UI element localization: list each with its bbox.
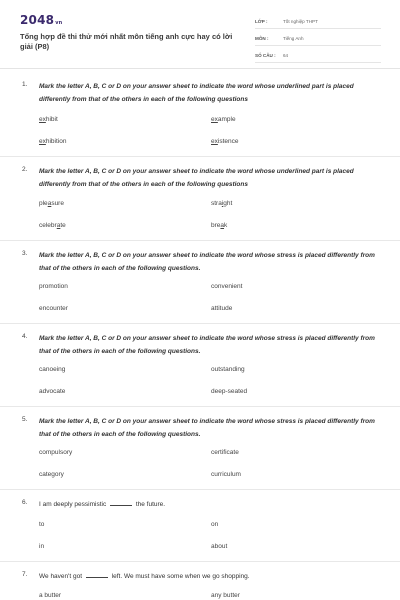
meta-row-subject bbox=[255, 31, 381, 46]
question-text: Mark the letter A, B, C or D on your answer sheet to indicate the word whose stress is placed differently from that of the others in each of the following questions. bbox=[39, 418, 375, 438]
option-rest: ght bbox=[223, 200, 233, 207]
underlined-part: a bbox=[220, 222, 225, 229]
question-text: Mark the letter A, B, C or D on your answer sheet to indicate the word whose underlined part is placed differently from that of the others in each of the following questions bbox=[39, 168, 354, 188]
meta-row-class bbox=[255, 14, 381, 29]
header-divider bbox=[0, 68, 400, 69]
option-b[interactable] bbox=[211, 200, 232, 207]
answer-blank bbox=[110, 499, 132, 506]
question-divider bbox=[0, 240, 400, 241]
question-number: 3. bbox=[22, 250, 28, 257]
meta-key: SỐ CÂU : bbox=[255, 52, 276, 58]
option-a[interactable]: to bbox=[39, 521, 45, 528]
option-prefix: bre bbox=[211, 222, 221, 229]
option-d[interactable] bbox=[211, 222, 227, 229]
option-a[interactable]: canoeing bbox=[39, 366, 66, 373]
underlined-part: a bbox=[47, 200, 52, 207]
option-prefix: stra bbox=[211, 200, 222, 207]
document-title: Tổng hợp đề thi thử mới nhất môn tiếng anh cực hay có lời giải (P8) bbox=[20, 32, 233, 51]
option-c[interactable] bbox=[39, 222, 66, 229]
question-divider bbox=[0, 406, 400, 407]
question-divider bbox=[0, 156, 400, 157]
option-d[interactable]: attitude bbox=[211, 305, 233, 312]
question-divider bbox=[0, 323, 400, 324]
option-rest: k bbox=[224, 222, 228, 229]
meta-info bbox=[255, 14, 381, 65]
question-number: 1. bbox=[22, 81, 28, 88]
question-text: Mark the letter A, B, C or D on your answer sheet to indicate the word whose underlined part is placed differently from that of the others in each of the following questions bbox=[39, 83, 354, 103]
option-b[interactable]: certificate bbox=[211, 449, 239, 456]
question-number: 5. bbox=[22, 416, 28, 423]
option-rest: hibit bbox=[45, 116, 58, 123]
option-a[interactable] bbox=[39, 200, 64, 207]
option-b[interactable]: any butter bbox=[211, 592, 240, 599]
logo-main: 2048 bbox=[20, 13, 55, 27]
option-rest: hibition bbox=[45, 138, 67, 145]
logo-sub: vn bbox=[55, 20, 63, 26]
option-d[interactable]: about bbox=[211, 543, 228, 550]
header bbox=[0, 0, 400, 64]
option-b[interactable]: convenient bbox=[211, 283, 243, 290]
option-a[interactable]: a butter bbox=[39, 592, 62, 599]
question-text: Mark the letter A, B, C or D on your answer sheet to indicate the word whose stress is placed differently from that of the others in each of the following questions. bbox=[39, 252, 375, 272]
option-c[interactable]: in bbox=[39, 543, 45, 550]
question-text: Mark the letter A, B, C or D on your answer sheet to indicate the word whose stress is placed differently from that of the others in each of the following questions. bbox=[39, 335, 375, 355]
option-rest: istence bbox=[217, 138, 239, 145]
option-prefix: ple bbox=[39, 200, 48, 207]
question-number: 7. bbox=[22, 571, 28, 578]
option-d[interactable]: curriculum bbox=[211, 471, 241, 478]
option-a[interactable]: promotion bbox=[39, 283, 68, 290]
text-before: I am deeply pessimistic bbox=[39, 501, 107, 508]
meta-key: LỚP : bbox=[255, 18, 268, 24]
meta-value: Tiếng Anh bbox=[283, 35, 304, 41]
option-rest: te bbox=[60, 222, 66, 229]
text-after: the future. bbox=[135, 501, 166, 508]
underlined-part: ex bbox=[39, 138, 46, 145]
meta-value: 64 bbox=[283, 52, 289, 58]
underlined-part: i bbox=[221, 200, 224, 207]
option-rest: sure bbox=[51, 200, 64, 207]
question-divider bbox=[0, 561, 400, 562]
question-divider bbox=[0, 489, 400, 490]
option-c[interactable]: category bbox=[39, 471, 64, 478]
site-logo[interactable] bbox=[20, 13, 62, 27]
underlined-part: ex bbox=[211, 116, 218, 123]
option-rest: ample bbox=[217, 116, 236, 123]
question-text bbox=[39, 570, 384, 583]
text-after: left. We must have some when we go shopping. bbox=[111, 573, 250, 580]
answer-blank bbox=[86, 571, 108, 578]
question-number: 2. bbox=[22, 166, 28, 173]
option-b[interactable] bbox=[211, 116, 236, 123]
underlined-part: ex bbox=[39, 116, 46, 123]
question-number: 6. bbox=[22, 499, 28, 506]
option-d[interactable] bbox=[211, 138, 238, 145]
option-prefix: celebr bbox=[39, 222, 57, 229]
option-a[interactable]: compulsory bbox=[39, 449, 73, 456]
option-b[interactable]: on bbox=[211, 521, 219, 528]
option-a[interactable] bbox=[39, 116, 58, 123]
option-d[interactable]: deep-seated bbox=[211, 388, 248, 395]
underlined-part: ex bbox=[211, 138, 218, 145]
option-c[interactable]: advocate bbox=[39, 388, 66, 395]
meta-row-count bbox=[255, 48, 381, 63]
underlined-part: a bbox=[56, 222, 61, 229]
option-b[interactable]: outstanding bbox=[211, 366, 245, 373]
text-before: We haven't got bbox=[39, 573, 83, 580]
option-c[interactable] bbox=[39, 138, 66, 145]
meta-value: Tốt nghiệp THPT bbox=[283, 18, 318, 24]
question-text bbox=[39, 498, 384, 511]
option-c[interactable]: encounter bbox=[39, 305, 68, 312]
meta-key: MÔN : bbox=[255, 35, 269, 41]
question-number: 4. bbox=[22, 333, 28, 340]
